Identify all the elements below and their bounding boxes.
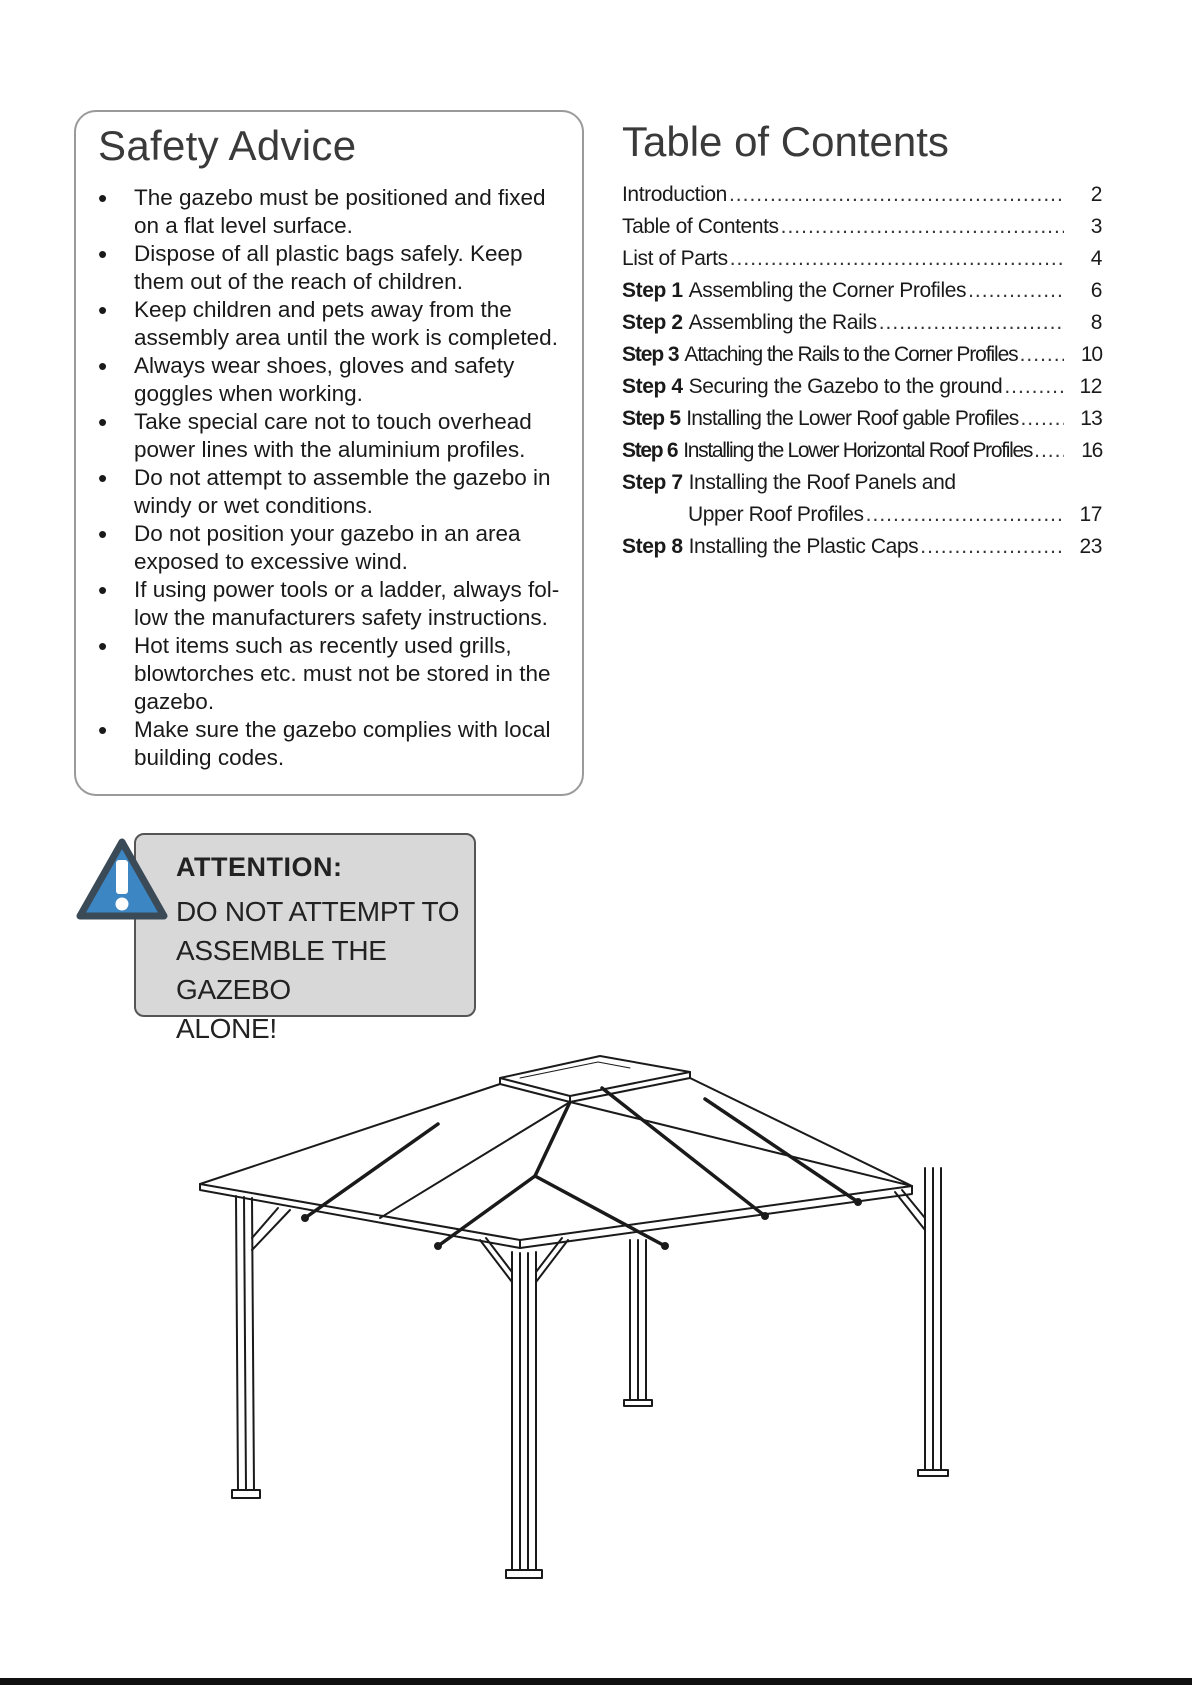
toc-entry-page: 2 <box>1090 183 1102 206</box>
toc-entry[interactable] <box>622 471 1102 503</box>
toc-entry-step: Step 6 <box>622 439 678 462</box>
attention-heading: ATTENTION: <box>176 852 343 882</box>
toc-entry-step: Step 1 <box>622 279 683 302</box>
toc-entry[interactable] <box>622 215 1102 247</box>
toc-entry-page: 6 <box>1090 279 1102 302</box>
toc-entry-page: 8 <box>1090 311 1102 334</box>
toc-entry[interactable] <box>622 247 1102 279</box>
toc-entry-page: 10 <box>1080 343 1102 366</box>
toc-entry-label: Installing the Lower Roof gable Profiles <box>686 407 1019 430</box>
safety-item: • Keep children and pets away from the assembly area until the work is completed. <box>98 296 568 352</box>
toc-leader <box>1034 439 1064 463</box>
toc-entry[interactable] <box>622 311 1102 343</box>
toc-list <box>622 183 1102 567</box>
toc-leader <box>1004 375 1064 399</box>
toc-leader <box>879 311 1064 335</box>
warning-exclamation-icon <box>74 836 170 924</box>
toc-entry-page: 17 <box>1079 503 1102 526</box>
toc-entry-page: 12 <box>1079 375 1102 398</box>
toc-entry[interactable] <box>622 535 1102 567</box>
toc-entry-step: Step 3 <box>622 343 679 366</box>
toc-entry-page: 13 <box>1080 407 1102 430</box>
toc-leader <box>729 183 1064 207</box>
toc-entry-label: Table of Contents <box>622 215 779 238</box>
toc-leader <box>920 535 1064 559</box>
toc-entry-page: 23 <box>1079 535 1102 558</box>
safety-item: • Always wear shoes, gloves and safety goggles when working. <box>98 352 568 408</box>
toc-entry-label: Upper Roof Profiles <box>688 503 864 526</box>
toc-entry-step: Step 2 <box>622 311 683 334</box>
toc-entry-page: 3 <box>1090 215 1102 238</box>
safety-advice-list <box>98 184 568 772</box>
toc-entry-label: Attaching the Rails to the Corner Profiles <box>684 343 1018 366</box>
toc-entry-label: Assembling the Rails <box>688 311 877 334</box>
toc-entry-label: Installing the Lower Horizontal Roof Profiles <box>683 439 1033 462</box>
gazebo-illustration <box>190 1050 990 1590</box>
toc-leader <box>781 215 1064 239</box>
safety-item: • Do not attempt to assemble the gazebo in windy or wet conditions. <box>98 464 568 520</box>
toc-leader <box>1020 407 1064 431</box>
toc-entry[interactable] <box>622 183 1102 215</box>
safety-item: • Dispose of all plastic bags safely. Keep them out of the reach of children. <box>98 240 568 296</box>
toc-leader <box>730 247 1064 271</box>
toc-entry-label: Assembling the Corner Profiles <box>688 279 967 302</box>
toc-entry[interactable] <box>622 375 1102 407</box>
toc-title: Table of Contents <box>622 118 949 165</box>
toc-entry-step: Step 7 <box>622 471 683 494</box>
safety-item: • Hot items such as recently used grills, blowtorches etc. must not be stored in the gazebo. <box>98 632 568 716</box>
page-bottom-rule <box>0 1678 1192 1685</box>
toc-entry-label: List of Parts <box>622 247 728 270</box>
toc-entry-label: Securing the Gazebo to the ground <box>688 375 1003 398</box>
safety-item: • The gazebo must be positioned and fixed on a flat level surface. <box>98 184 568 240</box>
toc-entry-step: Step 5 <box>622 407 681 430</box>
attention-message <box>176 892 476 1048</box>
toc-leader <box>866 503 1064 527</box>
gazebo-back-legs <box>624 1168 948 1476</box>
safety-item: • Take special care not to touch overhead power lines with the aluminium profiles. <box>98 408 568 464</box>
gazebo-front-left-leg <box>232 1196 290 1498</box>
toc-entry-step: Step 4 <box>622 375 683 398</box>
safety-item: • Make sure the gazebo complies with local building codes. <box>98 716 568 772</box>
gazebo-roof <box>200 1078 912 1249</box>
toc-entry-label: Installing the Plastic Caps <box>688 535 919 558</box>
attention-line: DO NOT ATTEMPT TO <box>176 896 460 927</box>
safety-item: • Do not position your gazebo in an area exposed to excessive wind. <box>98 520 568 576</box>
toc-entry[interactable] <box>622 343 1102 375</box>
toc-entry[interactable] <box>622 407 1102 439</box>
toc-entry[interactable] <box>622 279 1102 311</box>
toc-entry-label: Installing the Roof Panels and <box>688 471 956 494</box>
attention-line: ALONE! <box>176 1013 277 1044</box>
toc-entry-label: Introduction <box>622 183 727 206</box>
toc-entry-page: 4 <box>1090 247 1102 270</box>
toc-entry[interactable] <box>622 439 1102 471</box>
toc-entry-page: 16 <box>1081 439 1102 462</box>
toc-leader <box>1020 343 1064 367</box>
gazebo-roof-cap <box>500 1056 690 1102</box>
safety-advice-box <box>74 110 584 796</box>
attention-line: ASSEMBLE THE GAZEBO <box>176 935 387 1005</box>
safety-advice-title: Safety Advice <box>98 122 357 169</box>
toc-leader <box>968 279 1064 303</box>
safety-item: • If using power tools or a ladder, always fol-low the manufacturers safety instructions. <box>98 576 568 632</box>
toc-entry-step: Step 8 <box>622 535 683 558</box>
toc-entry-continuation[interactable] <box>622 503 1102 535</box>
gazebo-front-center-leg <box>480 1238 568 1578</box>
